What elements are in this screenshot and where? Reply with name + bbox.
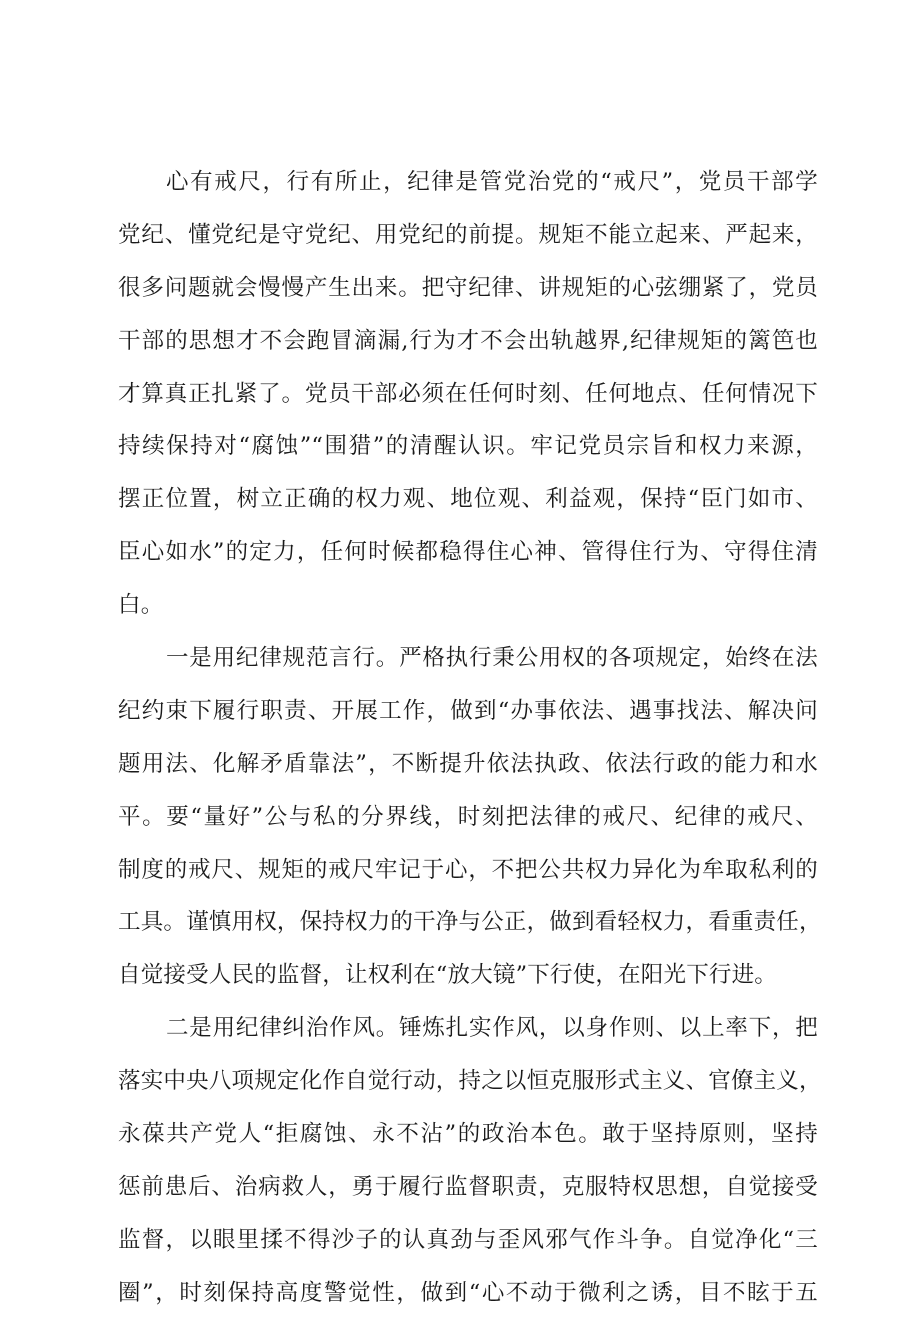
paragraph-point-one bbox=[118, 632, 822, 1002]
text-line: 工具。谨慎用权，保持权力的干净与公正，做到看轻权力，看重责任， bbox=[118, 909, 822, 936]
text-line: 永葆共产党人“拒腐蚀、永不沾”的政治本色。敢于坚持原则，坚持 bbox=[118, 1121, 818, 1148]
text-line: 持续保持对“腐蚀”“围猎”的清醒认识。牢记党员宗旨和权力来源， bbox=[118, 433, 818, 460]
text-line: 一是用纪律规范言行。严格执行秉公用权的各项规定，始终在法 bbox=[166, 645, 818, 672]
document-body bbox=[118, 156, 822, 1320]
text-line: 落实中央八项规定化作自觉行动，持之以恒克服形式主义、官僚主义， bbox=[118, 1068, 822, 1095]
text-line: 平。要“量好”公与私的分界线，时刻把法律的戒尺、纪律的戒尺、 bbox=[118, 803, 818, 830]
text-line: 二是用纪律纠治作风。锤炼扎实作风，以身作则、以上率下，把 bbox=[166, 1015, 818, 1042]
text-line: 监督，以眼里揉不得沙子的认真劲与歪风邪气作斗争。自觉净化“三 bbox=[118, 1226, 818, 1253]
text-line: 纪约束下履行职责、开展工作，做到“办事依法、遇事找法、解决问 bbox=[118, 697, 818, 724]
text-line: 制度的戒尺、规矩的戒尺牢记于心，不把公共权力异化为牟取私利的 bbox=[118, 856, 818, 883]
text-line: 摆正位置，树立正确的权力观、地位观、利益观，保持“臣门如市、 bbox=[118, 486, 818, 513]
text-line: 圈”，时刻保持高度警觉性，做到“心不动于微利之诱，目不眩于五 bbox=[118, 1279, 818, 1306]
text-line: 惩前患后、治病救人，勇于履行监督职责，克服特权思想，自觉接受 bbox=[118, 1173, 818, 1200]
text-line: 心有戒尺，行有所止，纪律是管党治党的“戒尺”，党员干部学 bbox=[166, 169, 818, 195]
text-line: 干部的思想才不会跑冒滴漏,行为才不会出轨越界,纪律规矩的篱笆也 bbox=[118, 327, 818, 354]
text-line: 臣心如水”的定力，任何时候都稳得住心神、管得住行为、守得住清 bbox=[118, 539, 818, 566]
text-line: 才算真正扎紧了。党员干部必须在任何时刻、任何地点、任何情况下 bbox=[118, 380, 818, 407]
paragraph-discipline-intro bbox=[118, 156, 818, 632]
text-line: 题用法、化解矛盾靠法”，不断提升依法执政、依法行政的能力和水 bbox=[118, 750, 818, 777]
text-line: 很多问题就会慢慢产生出来。把守纪律、讲规矩的心弦绷紧了，党员 bbox=[118, 274, 818, 301]
paragraph-point-two bbox=[118, 1002, 822, 1319]
text-line: 党纪、懂党纪是守党纪、用党纪的前提。规矩不能立起来、严起来， bbox=[118, 221, 818, 248]
text-line: 白。 bbox=[118, 592, 164, 619]
text-line: 自觉接受人民的监督，让权利在“放大镜”下行使，在阳光下行进。 bbox=[118, 962, 778, 989]
